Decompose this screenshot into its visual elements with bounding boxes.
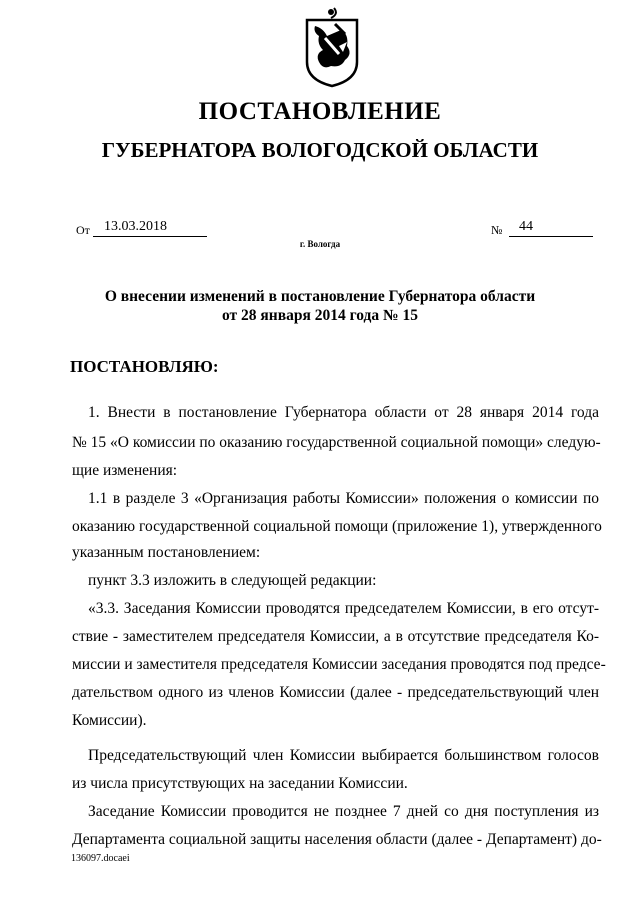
document-title: ПОСТАНОВЛЕНИЕ bbox=[198, 98, 442, 125]
body-line: Председательствующий член Комиссии выбирается большинством голосов bbox=[88, 747, 599, 764]
body-line: дательством одного из членов Комиссии (далее - председательствующий член bbox=[72, 684, 599, 701]
document-subtitle: ГУБЕРНАТОРА ВОЛОГОДСКОЙ ОБЛАСТИ bbox=[101, 138, 539, 162]
body-line: № 15 «О комиссии по оказанию государственной социальной помощи» следую- bbox=[72, 434, 601, 451]
subject-line: О внесении изменений в постановление Губернатора области bbox=[104, 288, 536, 305]
body-line: «3.3. Заседания Комиссии проводятся председателем Комиссии, в его отсут- bbox=[88, 600, 599, 617]
body-line: 1.1 в разделе 3 «Организация работы Комиссии» положения о комиссии по bbox=[88, 490, 599, 507]
file-reference: 136097.docaei bbox=[71, 853, 130, 864]
body-line: Комиссии). bbox=[72, 712, 147, 729]
body-line: ствие - заместителем председателя Комиссии, а в отсутствие председателя Ко- bbox=[72, 628, 599, 645]
body-line: из числа присутствующих на заседании Комиссии. bbox=[72, 775, 408, 792]
document-subject bbox=[60, 287, 580, 325]
body-line: Заседание Комиссии проводится не позднее 7 дней со дня поступления из bbox=[88, 803, 599, 820]
date-prefix: От bbox=[76, 223, 90, 237]
city-label: г. Вологда bbox=[299, 239, 341, 249]
document-number: 44 bbox=[519, 219, 533, 234]
decree-heading: ПОСТАНОВЛЯЮ: bbox=[70, 357, 219, 376]
body-line: оказанию государственной социальной помощи (приложение 1), утвержденного bbox=[72, 518, 602, 535]
subject-line: от 28 января 2014 года № 15 bbox=[222, 307, 418, 324]
body-line: Департамента социальной защиты населения области (далее - Департамент) до- bbox=[72, 831, 602, 848]
body-line: миссии и заместителя председателя Комиссии заседания проводятся под предсе- bbox=[72, 656, 606, 673]
body-line: пункт 3.3 изложить в следующей редакции: bbox=[88, 572, 377, 589]
number-prefix: № bbox=[491, 223, 503, 237]
body-line: 1. Внести в постановление Губернатора области от 28 января 2014 года bbox=[88, 404, 599, 421]
coat-of-arms-emblem bbox=[301, 4, 363, 88]
body-line: щие изменения: bbox=[72, 462, 178, 479]
document-date: 13.03.2018 bbox=[104, 219, 167, 234]
body-line: указанным постановлением: bbox=[72, 544, 261, 561]
